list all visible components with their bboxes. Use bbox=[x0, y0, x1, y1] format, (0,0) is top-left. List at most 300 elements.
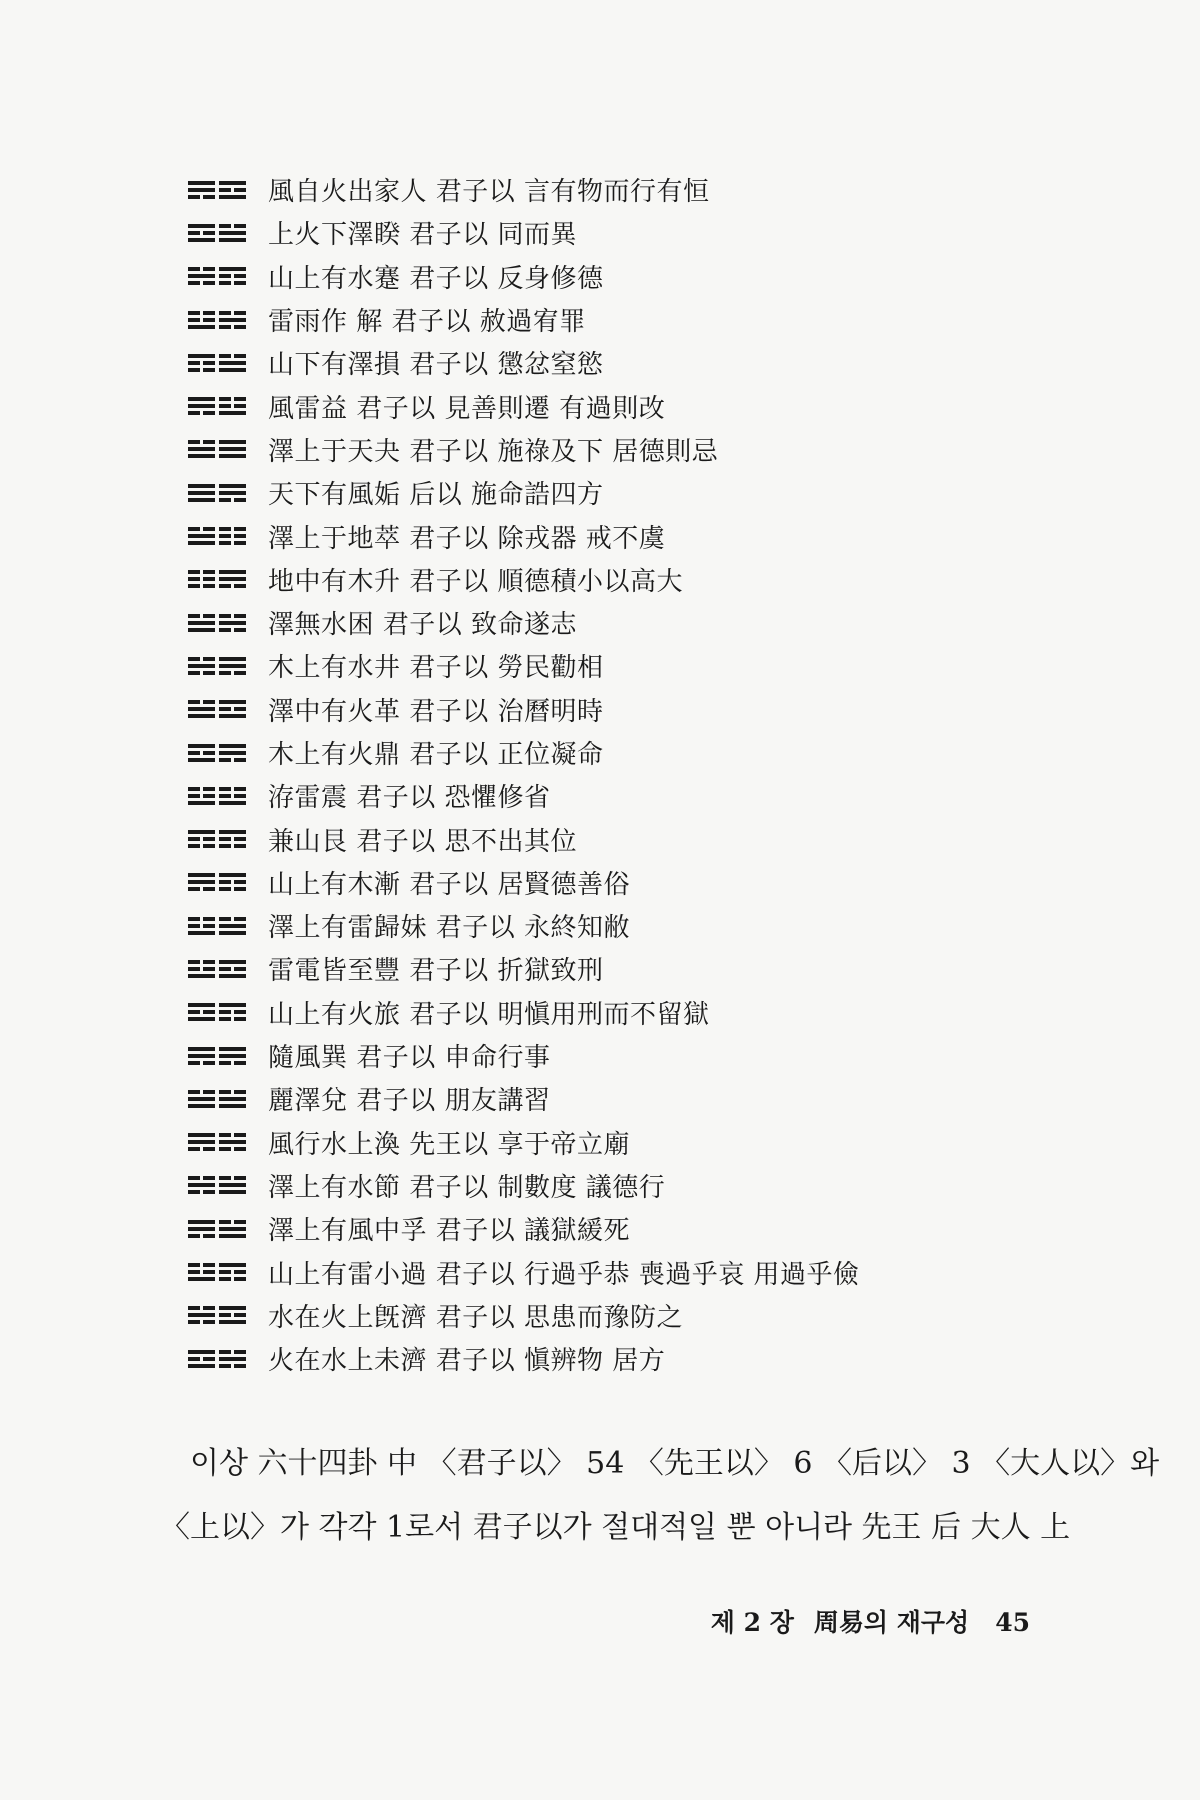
yang-line bbox=[219, 801, 246, 805]
yang-line bbox=[219, 318, 246, 322]
yin-line-half bbox=[234, 1364, 246, 1368]
hexagram-row bbox=[188, 514, 1088, 557]
yang-line bbox=[219, 447, 246, 451]
hexagram-commentary-text: 山上有木漸 君子以 居賢德善俗 bbox=[268, 869, 631, 900]
hexagram-commentary-text: 山上有雷小過 君子以 行過乎恭 喪過乎哀 用過乎儉 bbox=[268, 1259, 860, 1290]
yin-line-half bbox=[234, 498, 246, 502]
hexagram-symbol bbox=[188, 699, 246, 719]
hexagram-commentary-text: 地中有木升 君子以 順德積小以高大 bbox=[268, 566, 684, 597]
yin-line-half bbox=[188, 577, 200, 581]
yin-line-half bbox=[203, 281, 215, 285]
yin-line-half bbox=[203, 837, 215, 841]
yang-line bbox=[188, 873, 215, 877]
yin-line-half bbox=[234, 584, 246, 588]
yin-line-half bbox=[219, 281, 231, 285]
hexagram-row bbox=[188, 947, 1088, 990]
hexagram-row bbox=[188, 1294, 1088, 1337]
hexagram-row bbox=[188, 428, 1088, 471]
yang-line bbox=[219, 368, 246, 372]
hexagram-symbol bbox=[188, 872, 246, 892]
yang-line bbox=[219, 195, 246, 199]
yin-line-half bbox=[188, 1357, 200, 1361]
yin-line-half bbox=[219, 844, 231, 848]
yin-line-half bbox=[234, 534, 246, 538]
yin-line-half bbox=[234, 1017, 246, 1021]
yang-line bbox=[188, 238, 215, 242]
yin-line-half bbox=[188, 837, 200, 841]
yang-line bbox=[188, 1133, 215, 1137]
hexagram-symbol bbox=[188, 829, 246, 849]
yin-line-half bbox=[203, 318, 215, 322]
yin-line-half bbox=[188, 1190, 200, 1194]
yin-line-half bbox=[234, 188, 246, 192]
yin-line-half bbox=[188, 411, 200, 415]
hexagram-symbol bbox=[188, 223, 246, 243]
yang-line bbox=[219, 238, 246, 242]
yin-line-half bbox=[219, 541, 231, 545]
yin-line-half bbox=[188, 1061, 200, 1065]
yin-line-half bbox=[219, 967, 231, 971]
yang-line bbox=[219, 361, 246, 365]
yin-line-half bbox=[234, 787, 246, 791]
yang-line bbox=[188, 714, 215, 718]
yin-line-half bbox=[203, 577, 215, 581]
yang-line bbox=[188, 181, 215, 185]
yin-line-half bbox=[234, 1176, 246, 1180]
yang-line bbox=[188, 621, 215, 625]
hexagram-commentary-text: 風自火出家人 君子以 言有物而行有恒 bbox=[268, 177, 710, 208]
yin-line-half bbox=[203, 195, 215, 199]
yin-line-half bbox=[203, 924, 215, 928]
hexagram-row bbox=[188, 991, 1088, 1034]
yang-line bbox=[188, 224, 215, 228]
yin-line-half bbox=[219, 397, 231, 401]
yin-line-half bbox=[188, 527, 200, 531]
hexagram-commentary-text: 澤上有雷歸妹 君子以 永終知敝 bbox=[268, 913, 631, 944]
hexagram-commentary-text: 雷雨作 解 君子以 赦過宥罪 bbox=[268, 307, 586, 338]
hexagram-symbol bbox=[188, 1046, 246, 1066]
yin-line-half bbox=[188, 1270, 200, 1274]
yin-line-half bbox=[188, 917, 200, 921]
yang-line bbox=[188, 880, 215, 884]
yin-line-half bbox=[188, 751, 200, 755]
yin-line-half bbox=[203, 967, 215, 971]
yang-line bbox=[219, 751, 246, 755]
hexagram-commentary-text: 風行水上渙 先王以 享于帝立廟 bbox=[268, 1129, 631, 1160]
yang-line bbox=[219, 664, 246, 668]
hexagram-symbol bbox=[188, 786, 246, 806]
yang-line bbox=[219, 577, 246, 581]
yin-line-half bbox=[219, 707, 231, 711]
hexagram-row bbox=[188, 774, 1088, 817]
yang-line bbox=[188, 1227, 215, 1231]
yang-line bbox=[219, 931, 246, 935]
yang-line bbox=[188, 354, 215, 358]
yin-line-half bbox=[203, 671, 215, 675]
hexagram-row bbox=[188, 211, 1088, 254]
yin-line-half bbox=[203, 1306, 215, 1310]
yin-line-half bbox=[188, 671, 200, 675]
hexagram-symbol bbox=[188, 1002, 246, 1022]
yin-line-half bbox=[219, 628, 231, 632]
yang-line bbox=[219, 1357, 246, 1361]
yin-line-half bbox=[234, 1090, 246, 1094]
yin-line-half bbox=[203, 844, 215, 848]
yang-line bbox=[219, 1047, 246, 1051]
yang-line bbox=[188, 1104, 215, 1108]
hexagram-symbol bbox=[188, 743, 246, 763]
hexagram-commentary-text: 木上有水井 君子以 勞民勸相 bbox=[268, 653, 604, 684]
yin-line-half bbox=[234, 354, 246, 358]
yin-line-half bbox=[203, 700, 215, 704]
hexagram-row bbox=[188, 688, 1088, 731]
hexagram-row bbox=[188, 255, 1088, 298]
yang-line bbox=[188, 1097, 215, 1101]
yin-line-half bbox=[234, 880, 246, 884]
hexagram-row bbox=[188, 861, 1088, 904]
hexagram-symbol bbox=[188, 266, 246, 286]
hexagram-commentary-text: 澤上于天夬 君子以 施祿及下 居德則忌 bbox=[268, 436, 719, 467]
yang-line bbox=[188, 1364, 215, 1368]
hexagram-symbol bbox=[188, 1132, 246, 1152]
yang-line bbox=[188, 454, 215, 458]
yang-line bbox=[219, 1104, 246, 1108]
yin-line-half bbox=[203, 231, 215, 235]
yin-line-half bbox=[234, 917, 246, 921]
yin-line-half bbox=[188, 1147, 200, 1151]
hexagram-symbol bbox=[188, 526, 246, 546]
yin-line-half bbox=[188, 281, 200, 285]
yin-line-half bbox=[234, 397, 246, 401]
yin-line-half bbox=[234, 794, 246, 798]
yin-line-half bbox=[234, 311, 246, 315]
yang-line bbox=[188, 484, 215, 488]
yin-line-half bbox=[219, 917, 231, 921]
yang-line bbox=[219, 960, 246, 964]
yin-line-half bbox=[234, 224, 246, 228]
hexagram-symbol bbox=[188, 310, 246, 330]
yin-line-half bbox=[203, 570, 215, 574]
hexagram-row bbox=[188, 1207, 1088, 1250]
yang-line bbox=[219, 830, 246, 834]
hexagram-commentary-text: 火在水上未濟 君子以 愼辨物 居方 bbox=[268, 1346, 666, 1377]
yang-line bbox=[219, 1183, 246, 1187]
yin-line-half bbox=[234, 614, 246, 618]
hexagram-commentary-text: 澤上有水節 君子以 制數度 議德行 bbox=[268, 1172, 666, 1203]
yang-line bbox=[188, 534, 215, 538]
hexagram-commentary-text: 山上有水蹇 君子以 反身修德 bbox=[268, 263, 604, 294]
hexagram-row bbox=[188, 1250, 1088, 1293]
yang-line bbox=[219, 1306, 246, 1310]
yin-line-half bbox=[203, 787, 215, 791]
yang-line bbox=[219, 700, 246, 704]
hexagram-row bbox=[188, 384, 1088, 427]
yin-line-half bbox=[219, 224, 231, 228]
yang-line bbox=[219, 411, 246, 415]
yin-line-half bbox=[219, 1147, 231, 1151]
yin-line-half bbox=[203, 527, 215, 531]
yin-line-half bbox=[203, 1176, 215, 1180]
hexagram-symbol bbox=[188, 439, 246, 459]
yin-line-half bbox=[219, 404, 231, 408]
yin-line-half bbox=[203, 1010, 215, 1014]
yin-line-half bbox=[188, 584, 200, 588]
yang-line bbox=[219, 1320, 246, 1324]
yin-line-half bbox=[219, 188, 231, 192]
yang-line bbox=[188, 758, 215, 762]
hexagram-commentary-text: 洊雷震 君子以 恐懼修省 bbox=[268, 783, 551, 814]
yin-line-half bbox=[219, 527, 231, 531]
chapter-title: 周易의 재구성 bbox=[813, 1608, 970, 1637]
yang-line bbox=[219, 1140, 246, 1144]
hexagram-symbol bbox=[188, 1175, 246, 1195]
yin-line-half bbox=[203, 960, 215, 964]
hexagram-commentary-text: 風雷益 君子以 見善則遷 有過則改 bbox=[268, 393, 666, 424]
hexagram-symbol bbox=[188, 180, 246, 200]
yang-line bbox=[188, 1183, 215, 1187]
yin-line-half bbox=[234, 967, 246, 971]
hexagram-commentary-text: 麗澤兌 君子以 朋友講習 bbox=[268, 1086, 551, 1117]
yin-line-half bbox=[188, 570, 200, 574]
yang-line bbox=[188, 447, 215, 451]
yin-line-half bbox=[188, 368, 200, 372]
yin-line-half bbox=[203, 1270, 215, 1274]
yang-line bbox=[188, 628, 215, 632]
yin-line-half bbox=[203, 1263, 215, 1267]
yang-line bbox=[188, 404, 215, 408]
yang-line bbox=[188, 397, 215, 401]
yin-line-half bbox=[234, 281, 246, 285]
yin-line-half bbox=[188, 361, 200, 365]
yin-line-half bbox=[203, 368, 215, 372]
hexagram-symbol bbox=[188, 916, 246, 936]
yin-line-half bbox=[203, 917, 215, 921]
body-paragraph bbox=[160, 1432, 1160, 1560]
yin-line-half bbox=[188, 311, 200, 315]
yin-line-half bbox=[203, 1320, 215, 1324]
yin-line-half bbox=[188, 195, 200, 199]
yin-line-half bbox=[234, 887, 246, 891]
yin-line-half bbox=[203, 1234, 215, 1238]
yin-line-half bbox=[234, 1061, 246, 1065]
hexagram-commentary-text: 澤中有火革 君子以 治曆明時 bbox=[268, 696, 604, 727]
yin-line-half bbox=[219, 1313, 231, 1317]
hexagram-symbol bbox=[188, 656, 246, 676]
yang-line bbox=[219, 1263, 246, 1267]
yin-line-half bbox=[219, 1133, 231, 1137]
hexagram-commentary-text: 山下有澤損 君子以 懲忿窒慾 bbox=[268, 350, 604, 381]
hexagram-row bbox=[188, 341, 1088, 384]
yin-line-half bbox=[234, 758, 246, 762]
hexagram-symbol bbox=[188, 353, 246, 373]
yang-line bbox=[219, 974, 246, 978]
yin-line-half bbox=[188, 1234, 200, 1238]
yin-line-half bbox=[234, 707, 246, 711]
yin-line-half bbox=[219, 311, 231, 315]
yang-line bbox=[219, 1097, 246, 1101]
yang-line bbox=[188, 801, 215, 805]
yin-line-half bbox=[234, 1010, 246, 1014]
yin-line-half bbox=[219, 671, 231, 675]
yang-line bbox=[219, 484, 246, 488]
hexagram-row bbox=[188, 1121, 1088, 1164]
hexagram-commentary-text: 上火下澤睽 君子以 同而異 bbox=[268, 220, 578, 251]
yin-line-half bbox=[219, 534, 231, 538]
yin-line-half bbox=[203, 1357, 215, 1361]
hexagram-symbol bbox=[188, 1349, 246, 1369]
yin-line-half bbox=[234, 274, 246, 278]
yang-line bbox=[219, 231, 246, 235]
yang-line bbox=[188, 931, 215, 935]
hexagram-commentary-text: 雷電皆至豐 君子以 折獄致刑 bbox=[268, 956, 604, 987]
yin-line-half bbox=[203, 411, 215, 415]
yang-line bbox=[188, 830, 215, 834]
hexagram-commentary-text: 山上有火旅 君子以 明愼用刑而不留獄 bbox=[268, 999, 710, 1030]
yang-line bbox=[188, 974, 215, 978]
yang-line bbox=[188, 188, 215, 192]
yang-line bbox=[219, 1003, 246, 1007]
yin-line-half bbox=[219, 880, 231, 884]
yang-line bbox=[188, 325, 215, 329]
yin-line-half bbox=[234, 1313, 246, 1317]
yin-line-half bbox=[188, 1010, 200, 1014]
hexagram-row bbox=[188, 558, 1088, 601]
chapter-label: 제 2 장 bbox=[710, 1608, 794, 1637]
yin-line-half bbox=[203, 267, 215, 271]
yang-line bbox=[219, 181, 246, 185]
yin-line-half bbox=[219, 1090, 231, 1094]
hexagram-commentary-text: 兼山艮 君子以 思不出其位 bbox=[268, 826, 578, 857]
yang-line bbox=[219, 570, 246, 574]
hexagram-row bbox=[188, 1337, 1088, 1380]
hexagram-symbol bbox=[188, 569, 246, 589]
hexagram-symbol bbox=[188, 396, 246, 416]
hexagram-symbol bbox=[188, 1262, 246, 1282]
yin-line-half bbox=[188, 1263, 200, 1267]
yin-line-half bbox=[219, 887, 231, 891]
yin-line-half bbox=[219, 1270, 231, 1274]
yin-line-half bbox=[219, 794, 231, 798]
yang-line bbox=[219, 1054, 246, 1058]
yin-line-half bbox=[234, 671, 246, 675]
yin-line-half bbox=[234, 837, 246, 841]
hexagram-symbol bbox=[188, 613, 246, 633]
yin-line-half bbox=[219, 584, 231, 588]
yang-line bbox=[188, 664, 215, 668]
yang-line bbox=[219, 873, 246, 877]
yang-line bbox=[219, 1234, 246, 1238]
hexagram-row bbox=[188, 471, 1088, 514]
yang-line bbox=[219, 714, 246, 718]
hexagram-row bbox=[188, 644, 1088, 687]
yin-line-half bbox=[219, 787, 231, 791]
yin-line-half bbox=[188, 1306, 200, 1310]
yin-line-half bbox=[203, 1147, 215, 1151]
yin-line-half bbox=[188, 1090, 200, 1094]
paragraph-line-1: 이상 六十四卦 中 〈君子以〉 54 〈先王以〉 6 〈后以〉 3 〈大人以〉와 bbox=[190, 1446, 1160, 1481]
hexagram-commentary-text: 澤無水困 君子以 致命遂志 bbox=[268, 610, 578, 641]
yang-line bbox=[188, 707, 215, 711]
yin-line-half bbox=[203, 657, 215, 661]
yang-line bbox=[188, 1277, 215, 1281]
yang-line bbox=[188, 744, 215, 748]
yang-line bbox=[188, 1017, 215, 1021]
hexagram-row bbox=[188, 168, 1088, 211]
yin-line-half bbox=[203, 361, 215, 365]
yang-line bbox=[219, 657, 246, 661]
yin-line-half bbox=[219, 1176, 231, 1180]
yin-line-half bbox=[219, 1350, 231, 1354]
hexagram-symbol bbox=[188, 1089, 246, 1109]
yin-line-half bbox=[203, 311, 215, 315]
yin-line-half bbox=[219, 1010, 231, 1014]
yang-line bbox=[188, 1054, 215, 1058]
yin-line-half bbox=[203, 614, 215, 618]
hexagram-row bbox=[188, 904, 1088, 947]
yin-line-half bbox=[188, 700, 200, 704]
yin-line-half bbox=[219, 325, 231, 329]
yin-line-half bbox=[234, 325, 246, 329]
yin-line-half bbox=[188, 887, 200, 891]
hexagram-commentary-text: 木上有火鼎 君子以 正位凝命 bbox=[268, 740, 604, 770]
yin-line-half bbox=[234, 844, 246, 848]
hexagram-commentary-text: 水在火上旣濟 君子以 思患而豫防之 bbox=[268, 1302, 684, 1333]
hexagram-symbol bbox=[188, 1305, 246, 1325]
hexagram-commentary-text: 隨風巽 君子以 申命行事 bbox=[268, 1043, 551, 1074]
yang-line bbox=[219, 440, 246, 444]
hexagram-row bbox=[188, 298, 1088, 341]
hexagram-row bbox=[188, 1077, 1088, 1120]
yin-line-half bbox=[219, 1220, 231, 1224]
yang-line bbox=[188, 1313, 215, 1317]
yin-line-half bbox=[188, 440, 200, 444]
yang-line bbox=[188, 1350, 215, 1354]
yin-line-half bbox=[188, 960, 200, 964]
hexagram-row bbox=[188, 1164, 1088, 1207]
hexagram-commentary-text: 澤上有風中孚 君子以 議獄緩死 bbox=[268, 1216, 631, 1247]
yang-line bbox=[188, 274, 215, 278]
yang-line bbox=[219, 924, 246, 928]
yin-line-half bbox=[188, 318, 200, 322]
page-footer bbox=[711, 1603, 1030, 1639]
hexagram-commentary-text: 天下有風姤 后以 施命誥四方 bbox=[268, 480, 604, 511]
yin-line-half bbox=[234, 1147, 246, 1151]
yin-line-half bbox=[188, 267, 200, 271]
paragraph-line-2: 〈上以〉가 각각 1로서 君子以가 절대적일 뿐 아니라 先王 后 大人 上 bbox=[160, 1510, 1071, 1545]
yang-line bbox=[188, 1220, 215, 1224]
yin-line-half bbox=[219, 498, 231, 502]
yin-line-half bbox=[188, 614, 200, 618]
yin-line-half bbox=[188, 787, 200, 791]
yin-line-half bbox=[188, 844, 200, 848]
yin-line-half bbox=[219, 758, 231, 762]
yin-line-half bbox=[234, 1350, 246, 1354]
yin-line-half bbox=[234, 404, 246, 408]
hexagram-row bbox=[188, 731, 1088, 774]
hexagram-symbol bbox=[188, 1219, 246, 1239]
yang-line bbox=[188, 1047, 215, 1051]
yang-line bbox=[219, 454, 246, 458]
yin-line-half bbox=[219, 1277, 231, 1281]
yang-line bbox=[188, 491, 215, 495]
yang-line bbox=[188, 1003, 215, 1007]
yin-line-half bbox=[234, 1270, 246, 1274]
yin-line-half bbox=[203, 887, 215, 891]
yin-line-half bbox=[188, 1176, 200, 1180]
yin-line-half bbox=[219, 837, 231, 841]
hexagram-commentary-text: 澤上于地萃 君子以 除戎器 戒不虞 bbox=[268, 523, 666, 554]
yin-line-half bbox=[188, 657, 200, 661]
